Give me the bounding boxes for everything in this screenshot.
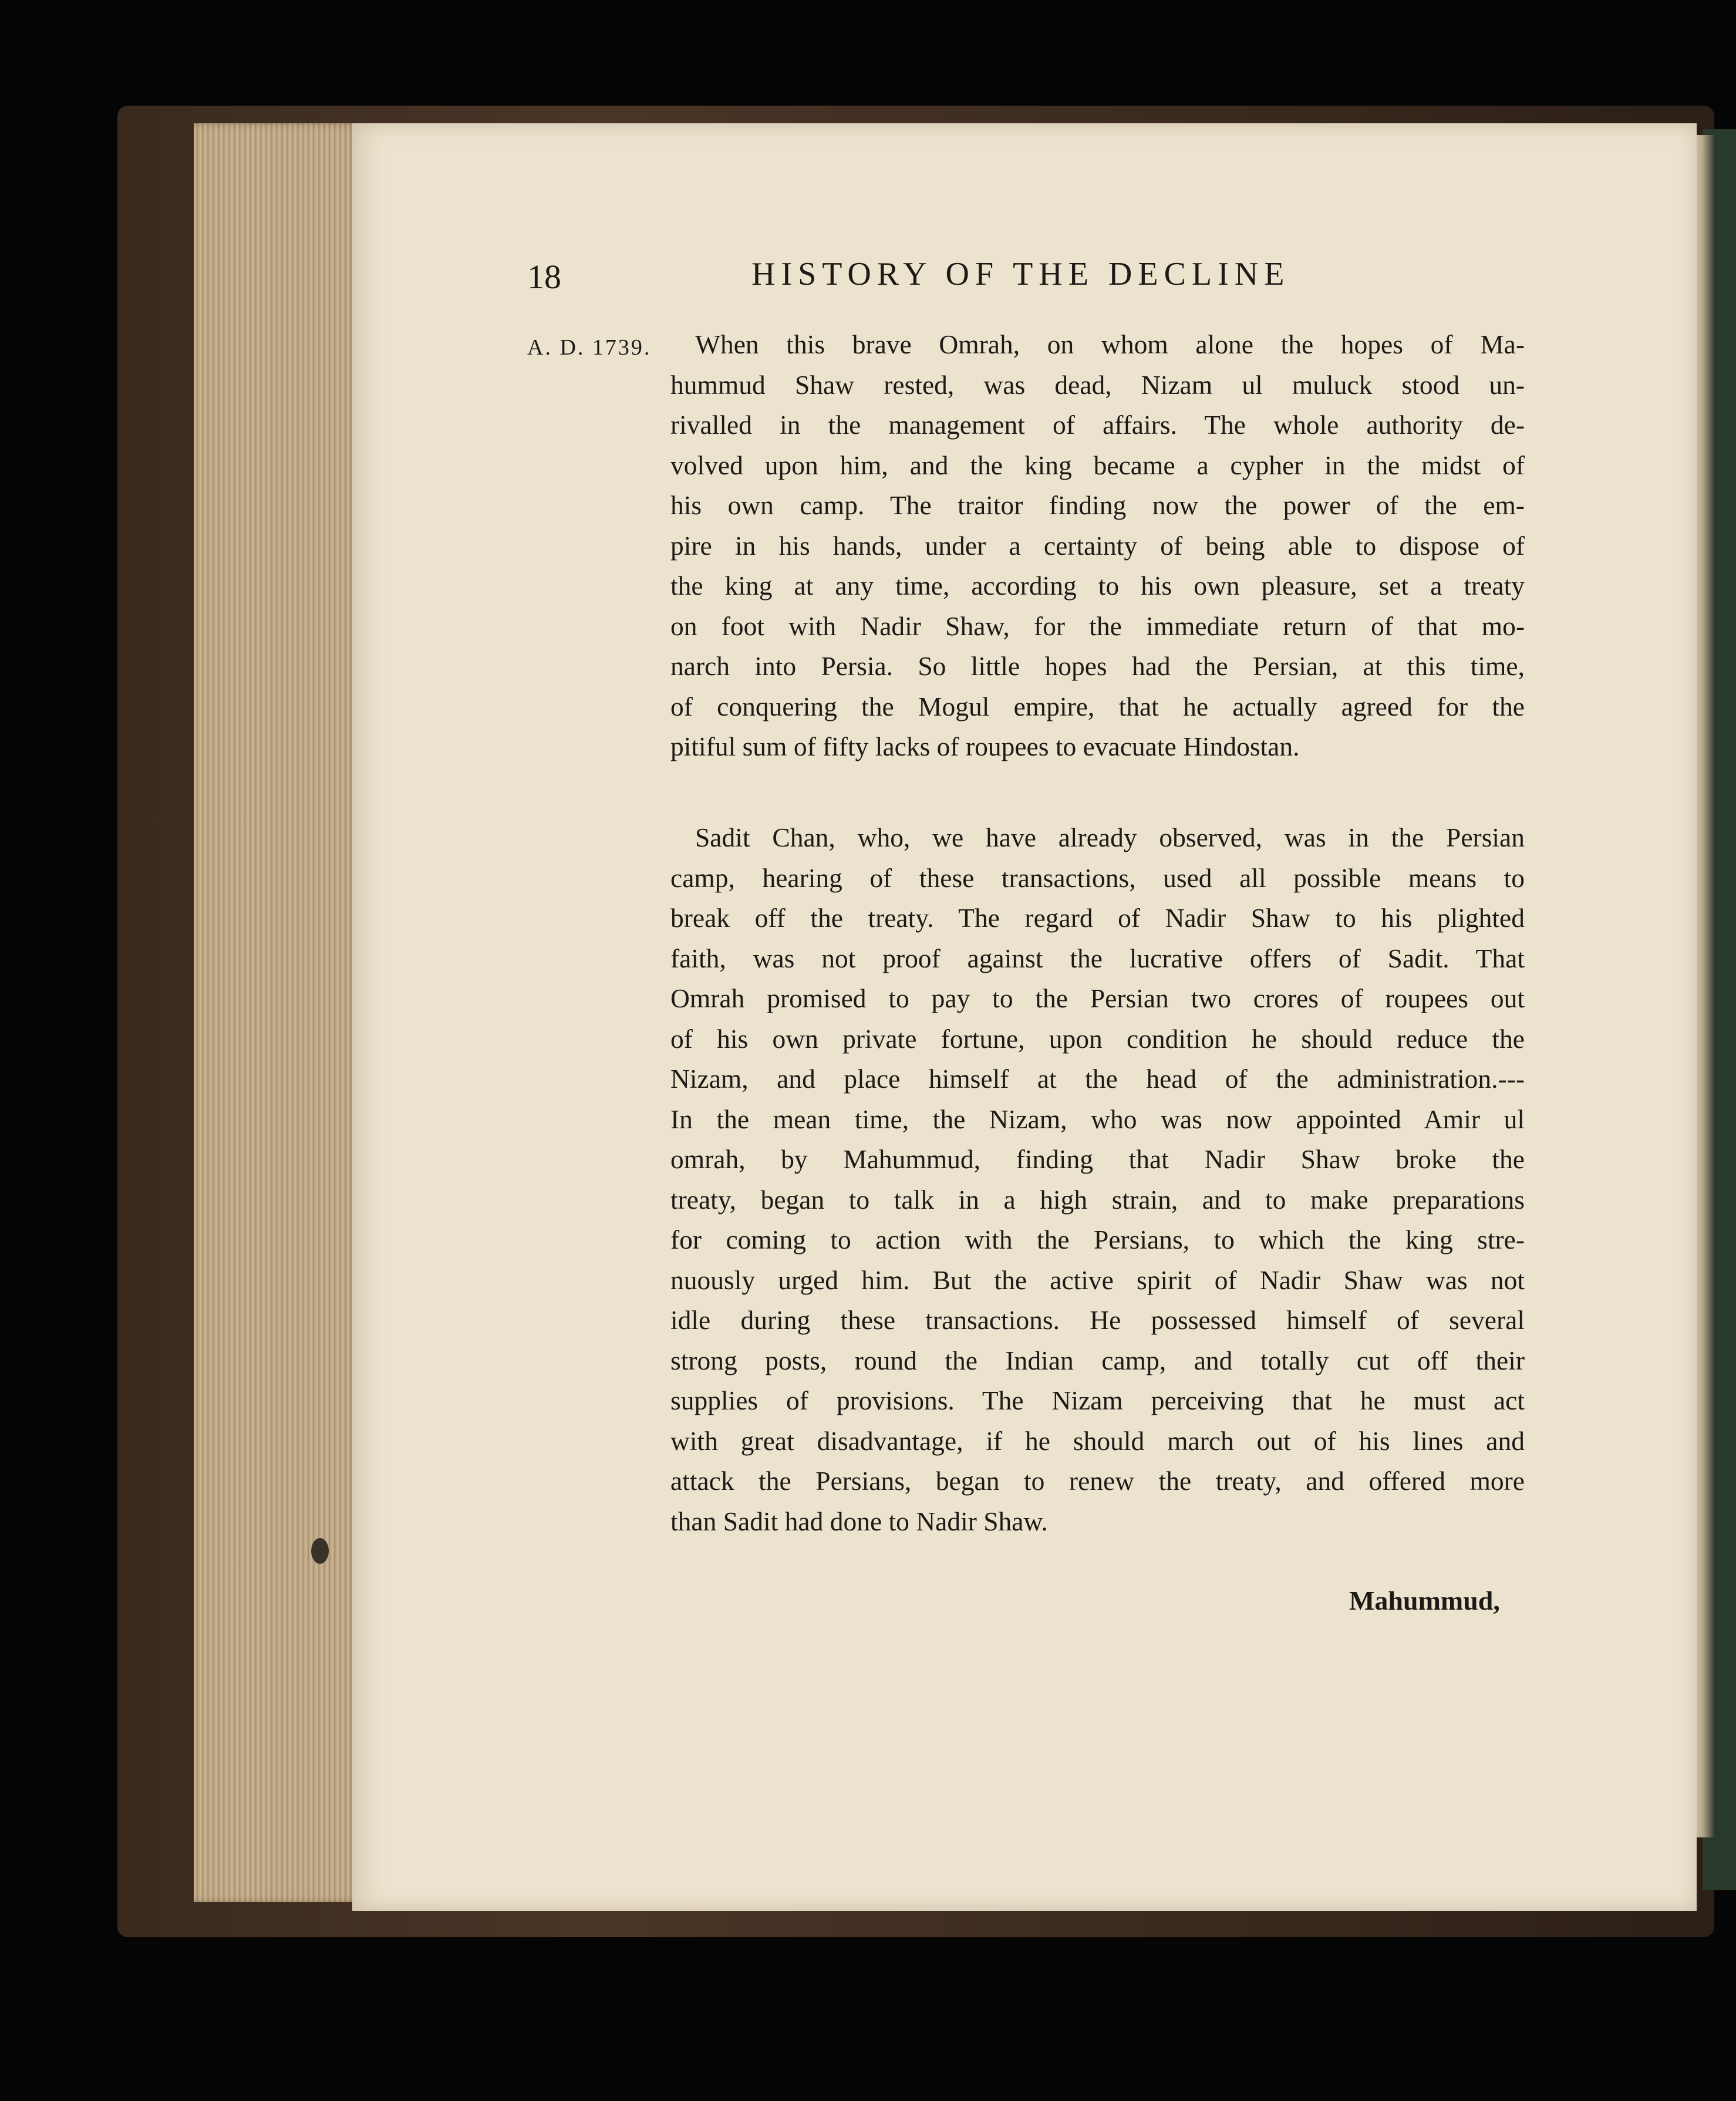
text-line: his own camp. The traitor finding now the power of the em- — [670, 490, 1525, 520]
text-line: for coming to action with the Persians, to which the king stre- — [670, 1225, 1525, 1254]
text-line: faith, was not proof against the lucrative offers of Sadit. That — [670, 943, 1525, 973]
text-line: narch into Persia. So little hopes had the Persian, at this time, — [670, 651, 1525, 681]
margin-date-note: A. D. 1739. — [527, 335, 652, 360]
text-line: attack the Persians, began to renew the treaty, and offered more — [670, 1466, 1525, 1496]
text-line: When this brave Omrah, on whom alone the hopes of Ma- — [695, 329, 1525, 359]
text-line: Nizam, and place himself at the head of the administration.--- — [670, 1064, 1525, 1094]
text-line: break off the treaty. The regard of Nadir Shaw to his plighted — [670, 903, 1525, 933]
paragraph-2 — [670, 818, 1525, 1542]
ink-speck — [311, 1538, 329, 1564]
text-line: volved upon him, and the king became a cypher in the midst of — [670, 450, 1525, 480]
catchword: Mahummud, — [1349, 1586, 1500, 1616]
paragraph-1 — [670, 325, 1525, 767]
text-line: treaty, began to talk in a high strain, and to make preparations — [670, 1184, 1525, 1215]
text-line: In the mean time, the Nizam, who was now appointed Amir ul — [670, 1104, 1525, 1134]
text-line: nuously urged him. But the active spirit of Nadir Shaw was not — [670, 1264, 1525, 1295]
text-line: the king at any time, according to his own pleasure, set a treaty — [670, 571, 1525, 601]
text-line: with great disadvantage, if he should march out of his lines and — [670, 1425, 1525, 1456]
text-line: pire in his hands, under a certainty of being able to dispose of — [670, 530, 1525, 561]
page-number: 18 — [527, 258, 561, 296]
text-line: of his own private fortune, upon condition he should reduce the — [670, 1023, 1525, 1054]
text-line: on foot with Nadir Shaw, for the immediate return of that mo- — [670, 611, 1525, 641]
text-line: omrah, by Mahummud, finding that Nadir Shaw broke the — [670, 1144, 1525, 1174]
page-edges — [194, 123, 358, 1902]
text-line: Omrah promised to pay to the Persian two crores of roupees out — [670, 983, 1525, 1013]
text-line: rivalled in the management of affairs. The whole authority de- — [670, 410, 1525, 440]
text-line: pitiful sum of fifty lacks of roupees to evacuate Hindostan. — [670, 731, 1300, 761]
text-line: strong posts, round the Indian camp, and totally cut off their — [670, 1345, 1525, 1375]
text-line: than Sadit had done to Nadir Shaw. — [670, 1506, 1048, 1536]
text-line: Sadit Chan, who, we have already observed, was in the Persian — [695, 822, 1525, 852]
text-line: camp, hearing of these transactions, used all possible means to — [670, 862, 1525, 893]
running-head: HISTORY OF THE DECLINE — [751, 256, 1290, 292]
text-line: hummud Shaw rested, was dead, Nizam ul muluck stood un- — [670, 369, 1525, 400]
text-line: supplies of provisions. The Nizam perceiving that he must act — [670, 1385, 1525, 1415]
text-line: of conquering the Mogul empire, that he actually agreed for the — [670, 691, 1525, 721]
text-line: idle during these transactions. He possessed himself of several — [670, 1305, 1525, 1335]
